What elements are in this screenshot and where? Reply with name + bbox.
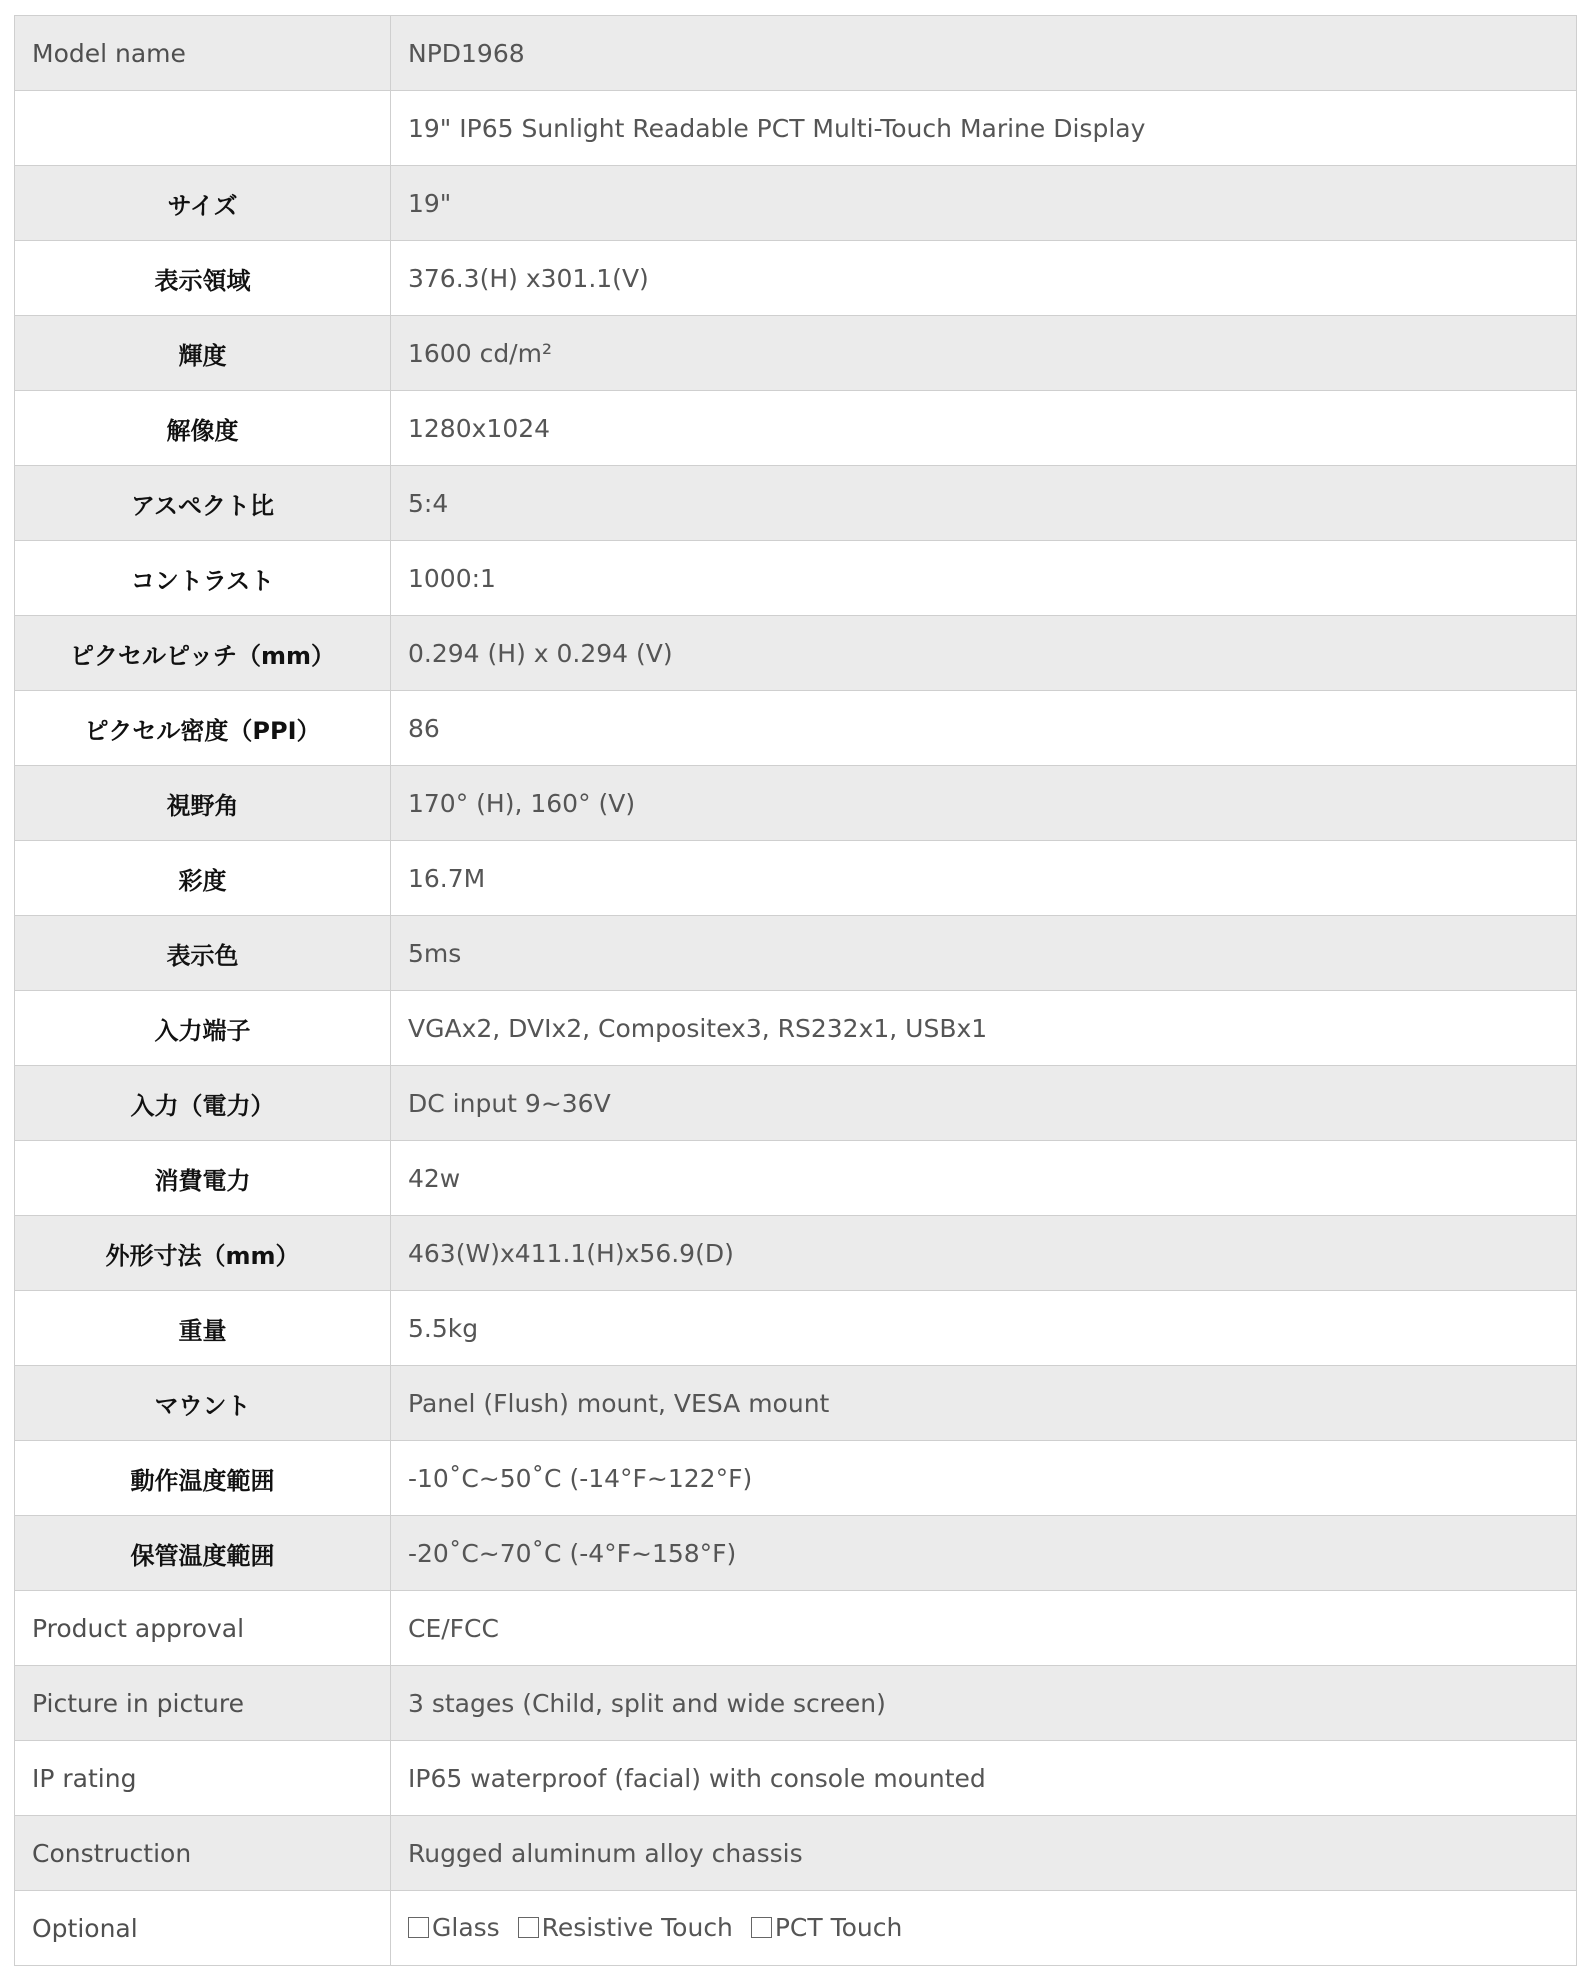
- option-resistive-touch[interactable]: [518, 1913, 733, 1942]
- spec-label: 保管温度範囲: [15, 1516, 391, 1591]
- spec-value: IP65 waterproof (facial) with console mounted: [391, 1741, 1577, 1816]
- spec-value: 376.3(H) x301.1(V): [391, 241, 1577, 316]
- spec-value: -20˚C~70˚C (-4°F~158°F): [391, 1516, 1577, 1591]
- spec-label: Picture in picture: [15, 1666, 391, 1741]
- spec-label: 彩度: [15, 841, 391, 916]
- spec-value: VGAx2, DVIx2, Compositex3, RS232x1, USBx1: [391, 991, 1577, 1066]
- spec-value: 0.294 (H) x 0.294 (V): [391, 616, 1577, 691]
- spec-value: -10˚C~50˚C (-14°F~122°F): [391, 1441, 1577, 1516]
- spec-table-body: [15, 16, 1577, 1966]
- checkbox-resistive-touch[interactable]: [518, 1917, 539, 1938]
- spec-label: 表示領域: [15, 241, 391, 316]
- option-resistive-touch-label: Resistive Touch: [541, 1912, 733, 1942]
- spec-label: 重量: [15, 1291, 391, 1366]
- spec-value: Panel (Flush) mount, VESA mount: [391, 1366, 1577, 1441]
- spec-value: 19" IP65 Sunlight Readable PCT Multi-Touch Marine Display: [391, 91, 1577, 166]
- spec-value: DC input 9~36V: [391, 1066, 1577, 1141]
- spec-label: 表示色: [15, 916, 391, 991]
- option-pct-touch-label: PCT Touch: [774, 1912, 903, 1942]
- spec-value: 1000:1: [391, 541, 1577, 616]
- spec-value: 5ms: [391, 916, 1577, 991]
- optional-label: Optional: [15, 1891, 391, 1966]
- spec-value: 1600 cd/m²: [391, 316, 1577, 391]
- spec-value: 5:4: [391, 466, 1577, 541]
- spec-value: 19": [391, 166, 1577, 241]
- spec-row: [15, 1291, 1577, 1366]
- spec-row: [15, 766, 1577, 841]
- spec-row: [15, 1516, 1577, 1591]
- spec-value: 86: [391, 691, 1577, 766]
- spec-label: Product approval: [15, 1591, 391, 1666]
- spec-label: 入力端子: [15, 991, 391, 1066]
- spec-row: [15, 691, 1577, 766]
- spec-label: ピクセル密度（PPI）: [15, 691, 391, 766]
- spec-label: IP rating: [15, 1741, 391, 1816]
- option-glass[interactable]: [408, 1913, 500, 1942]
- spec-row: [15, 391, 1577, 466]
- checkbox-pct-touch[interactable]: [751, 1917, 772, 1938]
- spec-row: [15, 1441, 1577, 1516]
- spec-row: [15, 916, 1577, 991]
- spec-value: 170° (H), 160° (V): [391, 766, 1577, 841]
- spec-row: [15, 1216, 1577, 1291]
- spec-row: [15, 1066, 1577, 1141]
- spec-label: 外形寸法（mm）: [15, 1216, 391, 1291]
- spec-row: [15, 241, 1577, 316]
- spec-row: [15, 166, 1577, 241]
- spec-label: ピクセルピッチ（mm）: [15, 616, 391, 691]
- spec-label: 動作温度範囲: [15, 1441, 391, 1516]
- spec-value: 463(W)x411.1(H)x56.9(D): [391, 1216, 1577, 1291]
- spec-label: コントラスト: [15, 541, 391, 616]
- spec-label: Model name: [15, 16, 391, 91]
- spec-value: 16.7M: [391, 841, 1577, 916]
- spec-row: [15, 1591, 1577, 1666]
- spec-row: [15, 841, 1577, 916]
- spec-label: マウント: [15, 1366, 391, 1441]
- checkbox-glass[interactable]: [408, 1917, 429, 1938]
- spec-label: Construction: [15, 1816, 391, 1891]
- spec-row: [15, 1816, 1577, 1891]
- spec-row: [15, 1741, 1577, 1816]
- spec-row: [15, 616, 1577, 691]
- spec-label: サイズ: [15, 166, 391, 241]
- spec-label: 輝度: [15, 316, 391, 391]
- spec-row: [15, 91, 1577, 166]
- spec-value: 42w: [391, 1141, 1577, 1216]
- spec-value: NPD1968: [391, 16, 1577, 91]
- spec-value: 3 stages (Child, split and wide screen): [391, 1666, 1577, 1741]
- optional-options: [391, 1891, 1577, 1966]
- spec-row: [15, 541, 1577, 616]
- spec-value: 1280x1024: [391, 391, 1577, 466]
- spec-value: CE/FCC: [391, 1591, 1577, 1666]
- spec-row: [15, 16, 1577, 91]
- spec-row: [15, 466, 1577, 541]
- spec-label: 解像度: [15, 391, 391, 466]
- spec-row: [15, 991, 1577, 1066]
- spec-row-optional: [15, 1891, 1577, 1966]
- spec-label: 消費電力: [15, 1141, 391, 1216]
- spec-label: 視野角: [15, 766, 391, 841]
- spec-value: Rugged aluminum alloy chassis: [391, 1816, 1577, 1891]
- spec-value: 5.5kg: [391, 1291, 1577, 1366]
- spec-row: [15, 316, 1577, 391]
- spec-label: [15, 91, 391, 166]
- option-pct-touch[interactable]: [751, 1913, 903, 1942]
- spec-label: 入力（電力）: [15, 1066, 391, 1141]
- spec-row: [15, 1366, 1577, 1441]
- spec-row: [15, 1666, 1577, 1741]
- spec-row: [15, 1141, 1577, 1216]
- spec-table: [14, 15, 1577, 1966]
- option-glass-label: Glass: [432, 1912, 500, 1942]
- spec-label: アスペクト比: [15, 466, 391, 541]
